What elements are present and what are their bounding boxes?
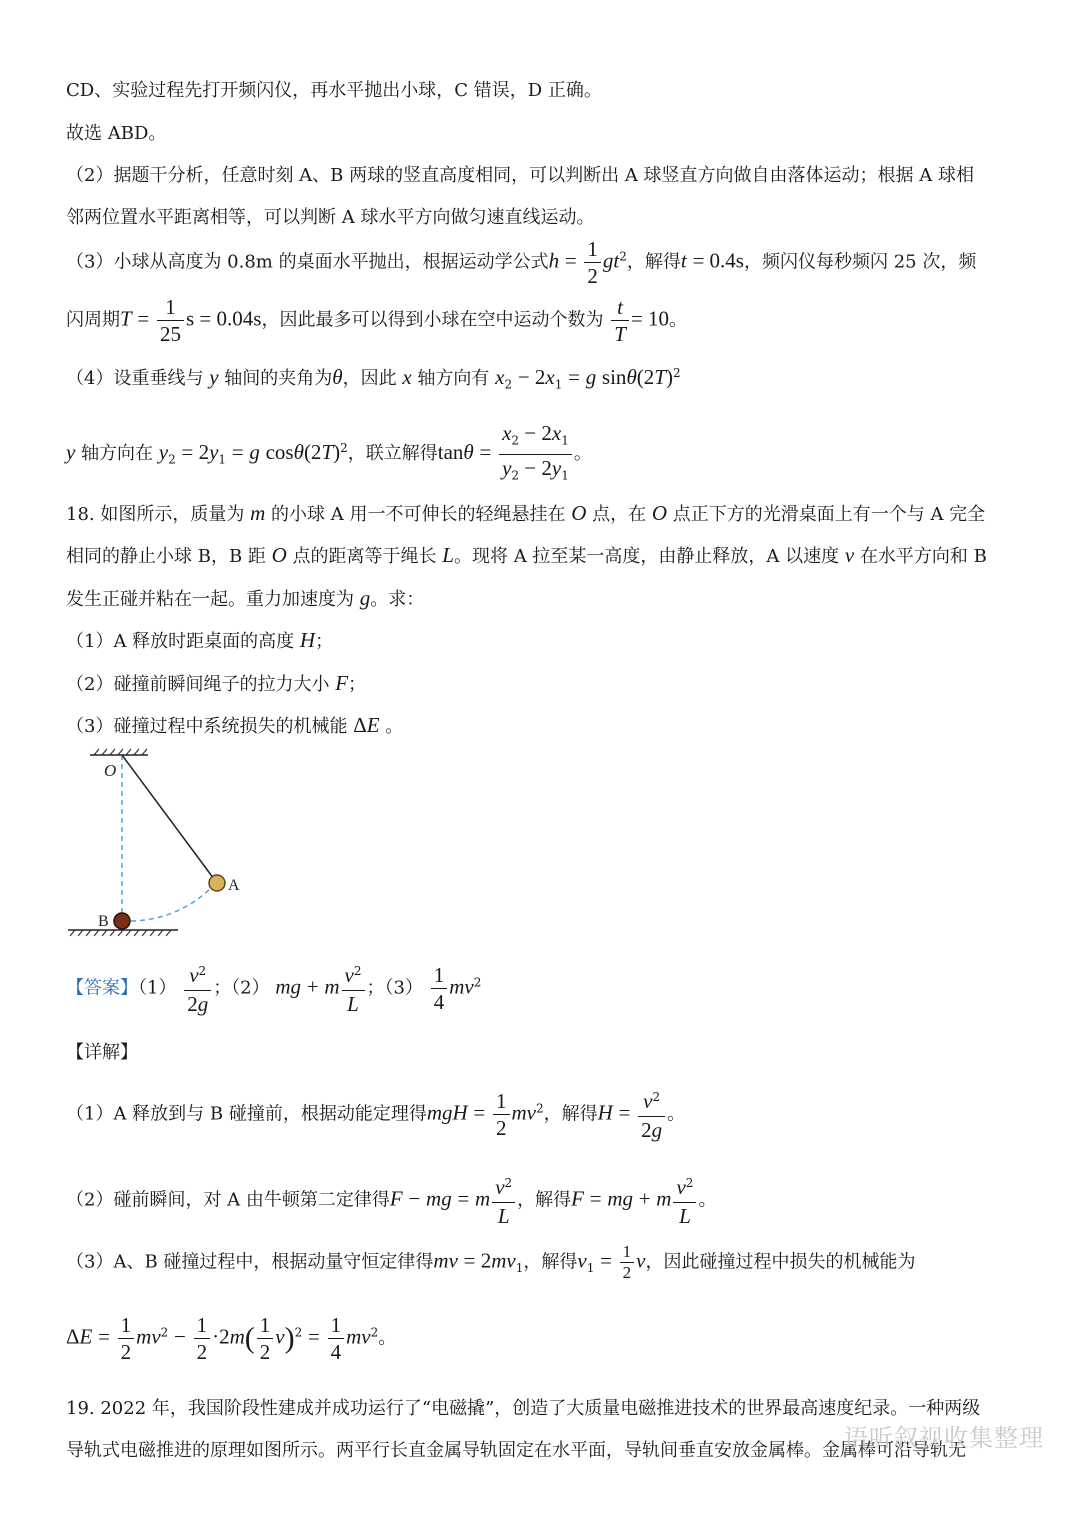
sub-question: （2）碰撞前瞬间绳子的拉力大小 F； [66, 671, 367, 695]
watermark: 语听叙视收集整理 [844, 1424, 1044, 1452]
label-b: B [98, 913, 109, 930]
text-line: （2）据题干分析，任意时刻 A、B 两球的竖直高度相同，可以判断出 A 球竖直方向做自由落体运动；根据 A 球相 [66, 165, 975, 186]
text-line: （4）设重垂线与 y 轴间的夹角为θ，因此 x 轴方向有 $x_2 - 2x_1 = g$ $\sin\theta(2T)^2$ [66, 365, 681, 392]
answer-tag: 【答案】 [66, 977, 138, 999]
question-18: 18. 如图所示，质量为 m 的小球 A 用一不可伸长的轻绳悬挂在 O 点，在 O 点正下方的光滑桌面上有一个与 A 完全 [66, 501, 986, 525]
text-line: 邻两位置水平距离相等，可以判断 A 球水平方向做匀速直线运动。 [66, 207, 595, 228]
question-18: 发生正碰并粘在一起。重力加速度为 g。求： [66, 586, 425, 610]
detail-line: （1）A 释放到与 B 碰撞前，根据动能定理得mgH = $\frac{1}{2}$ $mv^2$，解得H = $\frac{v^2}{2g}$ 。 [66, 1084, 685, 1145]
text-line: 闪周期T = $\frac{1}{25}$ s = 0.04s，因此最多可以得到小球在空中运动个数为 $\frac{t}{T}$ = 10。 [66, 295, 687, 346]
question-18: 相同的静止小球 B，B 距 O 点的距离等于绳长 L。现将 A 拉至某一高度，由静止释放，A 以速度 v 在水平方向和 B [66, 543, 987, 567]
label-o: O [104, 761, 117, 780]
question-19: 19. 2022 年，我国阶段性建成并成功运行了“电磁撬”，创造了大质量电磁推进技术的世界最高速度纪录。一种两级 [66, 1398, 981, 1419]
pendulum-diagram [60, 745, 260, 945]
label-a: A [228, 877, 240, 894]
question-19: 导轨式电磁推进的原理如图所示。两平行长直金属导轨固定在水平面，导轨间垂直安放金属棒。金属棒可沿导轨无 [66, 1440, 966, 1461]
text-line: 故选 ABD。 [66, 123, 167, 144]
sub-question: （1）A 释放时距桌面的高度 H； [66, 628, 334, 652]
detail-header: 【详解】 [66, 1042, 138, 1063]
ball-b [114, 913, 130, 929]
text-line: y 轴方向在 $y_2 = 2y_1 = g$ $\cos\theta(2T)^2$，联立解得tanθ = $\frac{x_2 - 2x_1}{y_2 - 2y_1}$ 。 [66, 421, 592, 483]
detail-line: （2）碰前瞬间，对 A 由牛顿第二定律得F − mg = m $\frac{v^2}{L}$ ，解得F = mg + m $\frac{v^2}{L}$ 。 [66, 1170, 716, 1231]
text-line: （3）小球从高度为 0.8m 的桌面水平抛出，根据运动学公式h = $\frac{1}{2}$ $gt^2$，解得t = 0.4s，频闪仪每秒频闪 25 次，频 [66, 237, 977, 288]
ball-a [209, 875, 225, 891]
detail-line: （3）A、B 碰撞过程中，根据动量守恒定律得mv = $2mv_1$，解得$v_1$ = $\frac{1}{2}$ v，因此碰撞过程中损失的机械能为 [66, 1242, 916, 1282]
text-line: CD、实验过程先打开频闪仪，再水平抛出小球，C 错误，D 正确。 [66, 80, 602, 101]
sub-question: （3）碰撞过程中系统损失的机械能 ΔE 。 [66, 713, 404, 737]
detail-line: ΔE = $\frac{1}{2}$ $mv^2$ − $\frac{1}{2}$ ·2m( $\frac{1}{2}$ v)$^2$ = $\frac{1}{4}$ $mv^2$。 [66, 1313, 397, 1364]
answer-line: 【答案】（1） $\frac{v^2}{2g}$ ；（2） mg + m $\frac{v^2}{L}$ ；（3） $\frac{1}{4}$ $mv^2$ [66, 958, 481, 1019]
